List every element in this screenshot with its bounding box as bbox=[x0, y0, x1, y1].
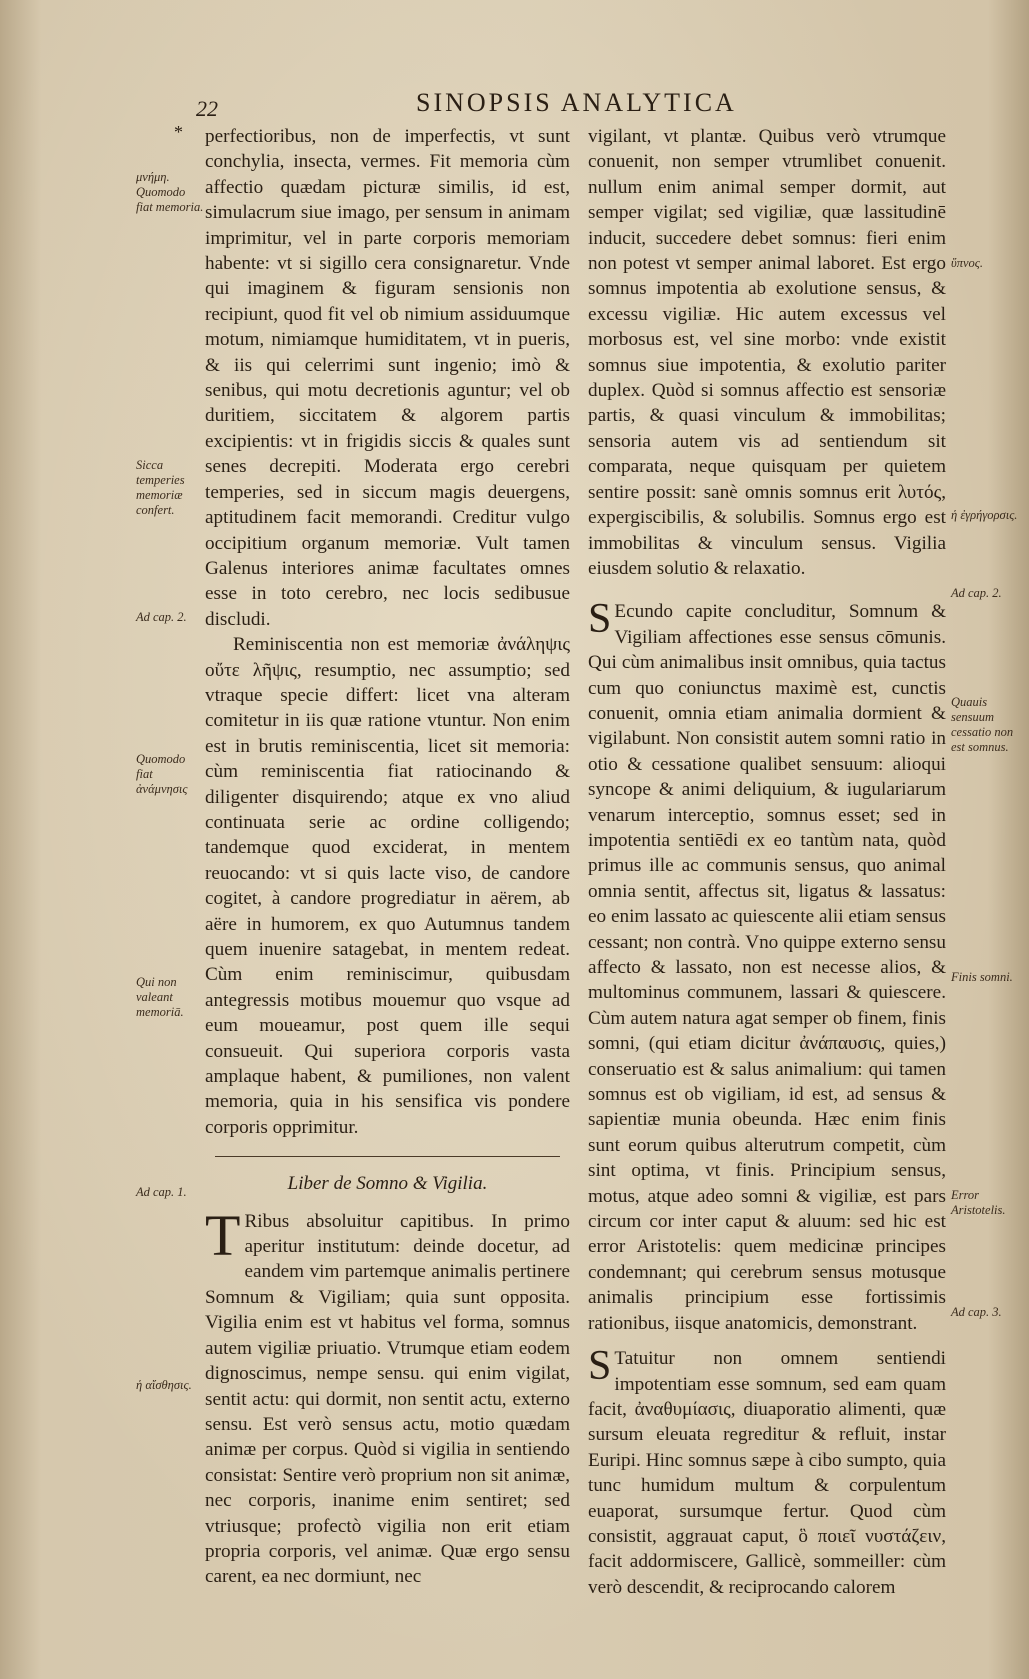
margin-note-non-valeant: Qui non valeant memoriā. bbox=[136, 975, 184, 1019]
page-number: 22 bbox=[196, 96, 218, 121]
margin-note-finis-somni: Finis somni. bbox=[951, 970, 1013, 984]
vigilia-paragraph: vigilant, vt plantæ. Quibus verò vtrumque conuenit, non semper vtrumlibet conuenit. nullum enim animal semper dormit, aut semper vigilat; sed vigiliæ, quæ lassitudinē inducit, succedere debet somnus: fieri enim non potest vt semper animal laboret. Est ergo somnus impotentia ab exolutione sensus, & excessu vigiliæ. Hic autem excessus vel morbosus est, vel sine morbo: vnde existit somnus siue impotentia, & exolutio pariter duplex. Quòd si somnus affectio est sensoriæ partis, & quasi vinculum & immobilitas; sensoria autem vis ad sentiendum sit comparata, neque quisquam per quietem sentire possit: sanè omnis somnus erit λυτός, expergiscibilis, & solubilis. Somnus ergo est immobilitas & vinculum sensus. Vigilia eiusdem solutio & relaxatio. bbox=[588, 126, 946, 579]
margin-note-sicca-temperies: Sicca temperies memoriæ confert. bbox=[136, 458, 185, 517]
margin-note-error-aristotelis: Error Aristotelis. bbox=[951, 1188, 1006, 1217]
margin-note-cessatio: Quauis sensuum cessatio non est somnus. bbox=[951, 695, 1014, 754]
secundo-paragraph bbox=[588, 596, 946, 1336]
reminiscentia-paragraph: Reminiscentia non est memoriæ ἀνάληψις οὔτε λῆψις, resumptio, nec assumptio; sed vtraque specie differt: licet vna alteram comitetur in iis quæ ratione vtuntur. Non enim est in brutis reminiscentia, licet sit memoria: cùm reminiscentia fiat ratiocinando & diligenter disquirendo; atque ex vno aliud continuata serie ac ordine colligendo; tandemque quod exciderat, in mentem reuocando: vt si quis lacte viso, de candore cogitet, à candore progrediatur in aërem, ab aëre in humorem, ex quo Autumnus tandem quem inuenire satagebat, in mentem redeat. Cùm enim reminiscimur, quibusdam antegressis motibus mouemur quo vsque ad eum moueamur, post quem ille sequi consueuit. Qui superiora corporis vasta amplaque habent, & pumiliones, non valent memoria, quia in his sensifica vis pondere corporis opprimitur. bbox=[205, 634, 570, 1138]
left-column bbox=[205, 124, 570, 1590]
running-title: SINOPSIS ANALYTICA bbox=[416, 88, 737, 117]
margin-note-aisthesis: ἡ αἴσθησις. bbox=[136, 1378, 192, 1392]
margin-note-memoria: μνήμη. Quomodo fiat memoria. bbox=[136, 170, 204, 214]
margin-note-egregorsis: ἡ ἐγρήγορσις. bbox=[951, 508, 1018, 522]
margin-note-ad-cap-2: Ad cap. 2. bbox=[136, 610, 187, 624]
margin-note-ad-cap-3: Ad cap. 3. bbox=[951, 1305, 1002, 1319]
somno-text: Ribus absoluitur capitibus. In primo aperitur institutum: deinde docetur, ad eandem vim partemque animalis pertinere Somnum & Vigiliam; quia sunt opposita. Vigilia enim est vt habitus vel forma, somnus autem vigiliæ priuatio. Vtrumque etiam eodem dignoscimus, nempe sensu. qui enim vigilat, sentit actu: qui dormit, non sentit actu, externo sensu. Est verò sensus actu, motio quædam animæ per corpus. Quòd si vigilia in sentiendo consistat: Sentire verò proprium non sit animæ, nec corporis, inanime enim sentiret; sed vtriusque; profectò vigilia non erit etiam propria corporis, vel animæ. Quæ ergo sensu carent, ea nec dormiunt, nec bbox=[205, 1210, 570, 1588]
memoria-paragraph: perfectioribus, non de imperfectis, vt sunt conchylia, insecta, vermes. Fit memoria cùm affectio quædam picturæ similis, id est, simulacrum siue imago, per sensum in animam imprimitur, vel in parte corporis memoriam habente: vt si sigillo cera consignaretur. Vnde qui imaginem & figuram sensionis non recipiunt, quod fit vel ob nimium assiduumque motum, nimiamque humiditatem, vt in pueris, & iis qui celerrimi sunt ingenio; imò & senibus, qui motu decretionis aguntur; vel ob duritiem, siccitatem & algorem partis excipientis: vt in frigidis siccis & quales sunt senes decrepiti. Moderata ergo cerebri temperies, sed in siccum magis deuergens, aptitudinem facit memorandi. Creditur vulgo occipitium organum memoriæ. Vult tamen Galenus interiores animæ facultates omnes esse in toto cerebro, nec locis sedibusue discludi. bbox=[205, 126, 570, 630]
section-title: Liber de Somno & Vigilia. bbox=[287, 1173, 488, 1195]
secundo-text: Ecundo capite concluditur, Somnum & Vigiliam affectiones esse sensus cōmunis. Qui cùm animalibus insit omnibus, quia tactus cum quo coniunctus maximè est, cunctis conuenit, omnia etiam animalia dormient & vigilabunt. Non consistit autem somni ratio in otio & cessatione qualibet sensuum: alioqui syncope & animi deliquium, & iugulariarum venarum interceptio, somnus esset; sed in impotentia sentiēdi ex eo tantùm nata, quòd primus ille ac communis sensus, quo animal omnia sentit, affectus sit, ligatus & lassatus: eo enim lassato ac quiescente alii etiam sensus cessant; non contrà. Vno quippe externo sensu affecto & lassato, non est necesse alios, & multominus communem, lassari & quiescere. Cùm autem natura agat semper ob finem, finis somni, (qui etiam dicitur ἀνάπαυσις, quies,) conseruatio est & salus animalium: qui tamen somnus est ob vigiliam, id est, ad sensus & sapientiæ munia obeunda. Hæc enim finis sunt eorum quibus alterutrum competit, cùm sint optima, vt finis. Principium sensus, motus, atque adeo somni & vigiliæ, est pars circum cor inter caput & aluum: sed hic est error Aristotelis: quem medicinæ principes condemnant; qui cerebrum sensus motusque animalis principium esse fortissimis rationibus, iisque anatomicis, demonstrant. bbox=[588, 601, 946, 1334]
section-divider bbox=[215, 1156, 560, 1157]
dropcap-s-secundo: S bbox=[588, 596, 612, 643]
statuitur-paragraph bbox=[588, 1343, 946, 1600]
dropcap-t: T bbox=[205, 1202, 241, 1268]
margin-note-ad-cap-1: Ad cap. 1. bbox=[136, 1185, 187, 1199]
page-header bbox=[0, 88, 1029, 124]
margin-note-anamnesis: Quomodo fiat ἀνάμνησις bbox=[136, 752, 188, 796]
margin-asterisk: * bbox=[174, 122, 183, 142]
right-column bbox=[588, 124, 946, 1600]
margin-note-ad-cap-2-right: Ad cap. 2. bbox=[951, 586, 1002, 600]
margin-note-hypnos: ὕπνος. bbox=[951, 256, 983, 270]
statuitur-text: Tatuitur non omnem sentiendi impotentiam esse somnum, sed eam quam facit, ἀναθυμίασις, diuaporatio alimenti, quæ sursum eleuata regreditur & refluit, instar Euripi. Hinc somnus sæpe à cibo sumpto, quia tunc humidum multum & corpulentum euaporat, sursumque fertur. Quod cùm consistit, aggrauat caput, ὃ ποιεῖ νυστάζειν, facit addormiscere, Gallicè, sommeiller: cùm verò descendit, & reciprocando calorem bbox=[588, 1348, 946, 1598]
dropcap-s-statuitur: S bbox=[588, 1343, 612, 1390]
somno-paragraph bbox=[205, 1202, 570, 1590]
